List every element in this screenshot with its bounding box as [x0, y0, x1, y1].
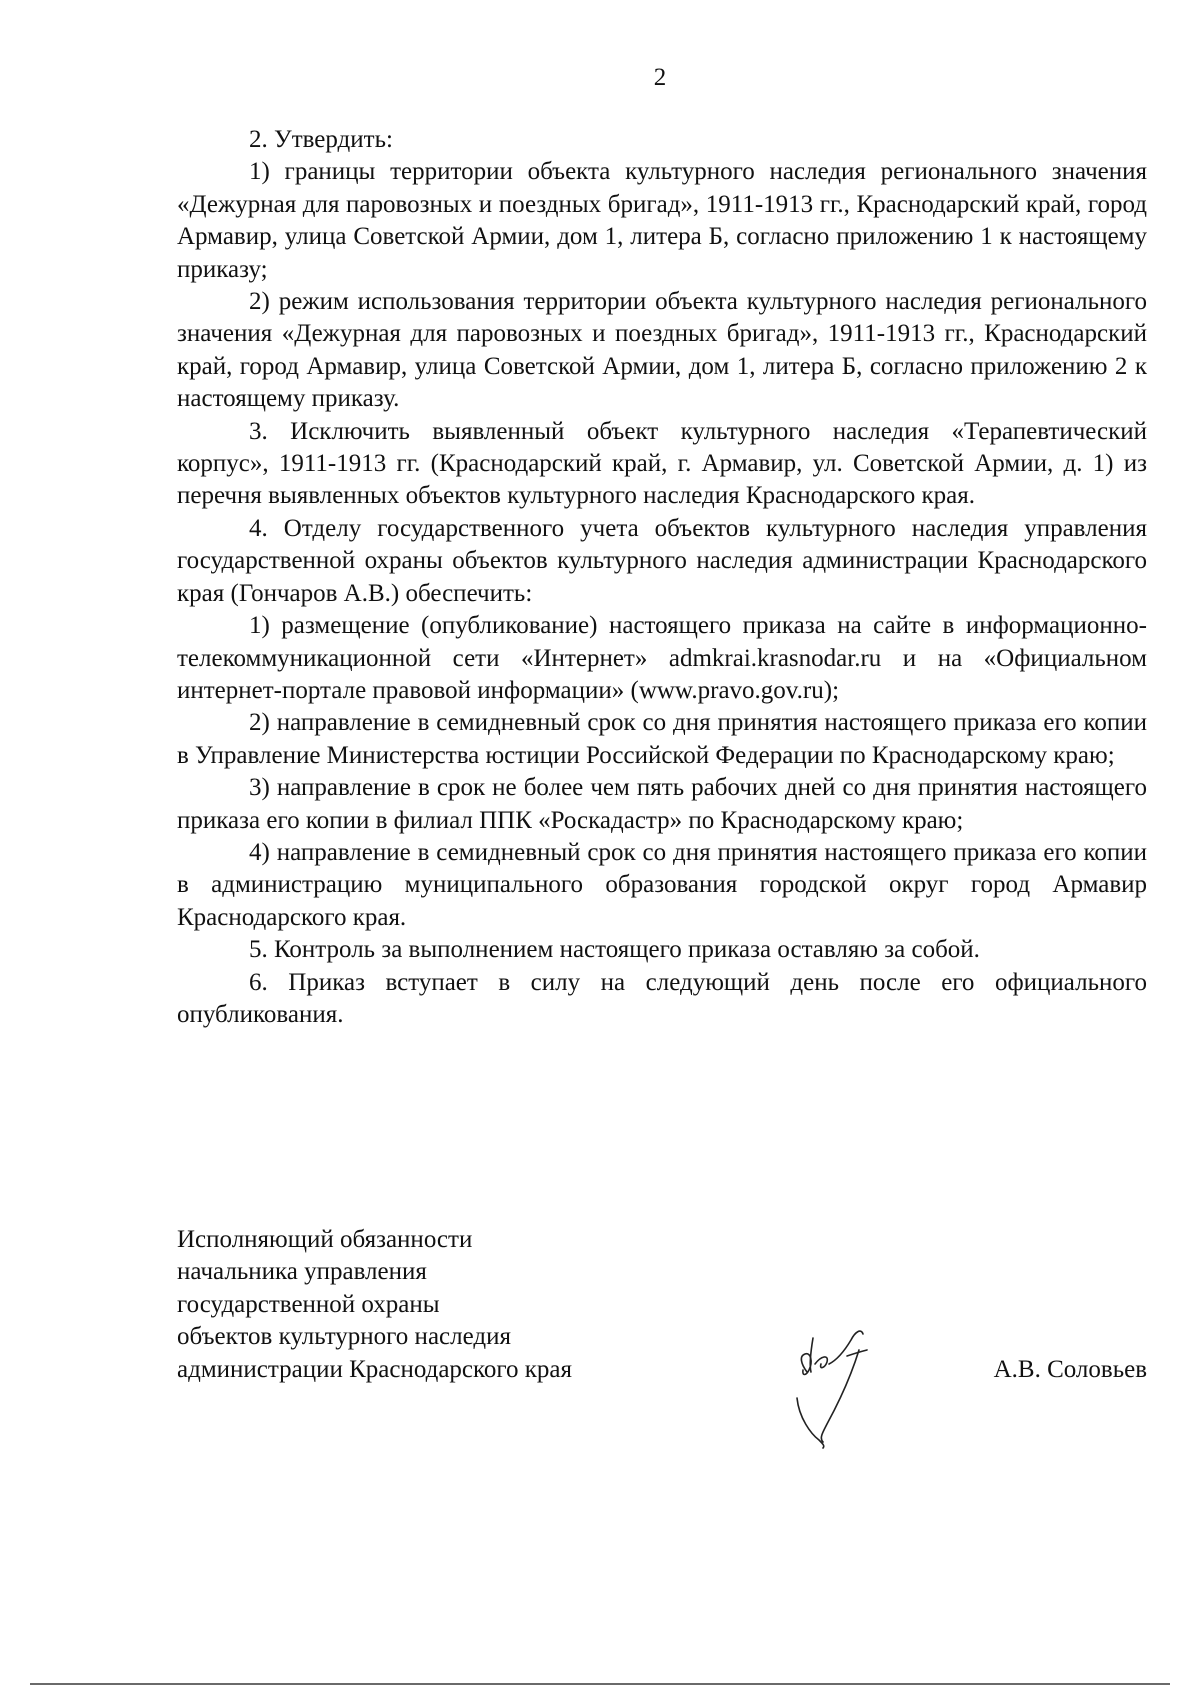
paragraph-effective: 6. Приказ вступает в силу на следующий день после его официального опубликования. [177, 968, 1147, 1028]
paragraph-approve: 2. Утвердить: [249, 126, 393, 153]
bottom-scan-rule [30, 1683, 1170, 1685]
signature-block [177, 1224, 1147, 1386]
paragraph-department-item-1: 1) размещение (опубликование) настоящего приказа на сайте в информационно-телекоммуникационной сети «Интернет» admkrai.krasnodar.ru и на «Официальном интернет-портале правовой информации» (www.pravo.gov.ru); [177, 612, 1147, 704]
signer-title-line: Исполняющий обязанности [177, 1226, 473, 1253]
document-body [177, 124, 1147, 1031]
signer-title-line: начальника управления [177, 1258, 427, 1286]
page-number: 2 [653, 64, 667, 91]
signer-name: А.В. Соловьев [993, 1355, 1147, 1383]
signer-title-line: администрации Краснодарского края [177, 1355, 573, 1383]
paragraph-control: 5. Контроль за выполнением настоящего приказа оставляю за собой. [249, 936, 980, 964]
paragraph-department-item-2: 2) направление в семидневный срок со дня принятия настоящего приказа его копии в Управление Министерства юстиции Российской Федерации по Краснодарскому краю; [177, 709, 1147, 769]
handwritten-signature [789, 1320, 909, 1460]
signer-title-line: государственной охраны [177, 1290, 440, 1318]
paragraph-department-item-3: 3) направление в срок не более чем пять рабочих дней со дня принятия настоящего приказа его копии в филиал ППК «Роскадастр» по Краснодарскому краю; [177, 774, 1147, 834]
paragraph-department-item-4: 4) направление в семидневный срок со дня принятия настоящего приказа его копии в администрацию муниципального образования городской округ город Армавир Краснодарского края. [177, 838, 1147, 931]
paragraph-approve-item-1: 1) границы территории объекта культурного наследия регионального значения «Дежурная для паровозных и поездных бригад», 1911-1913 гг., Краснодарский край, город Армавир, улица Советской Армии, дом 1, литера Б, согласно приложению 1 к настоящему приказу; [177, 158, 1147, 283]
paragraph-exclude: 3. Исключить выявленный объект культурного наследия «Терапевтический корпус», 1911-1913 гг. (Краснодарский край, г. Армавир, ул. Советской Армии, д. 1) из перечня выявленных объектов культурного наследия Краснодарского края. [177, 417, 1147, 510]
paragraph-department: 4. Отделу государственного учета объектов культурного наследия управления государственной охраны объектов культурного наследия администрации Краснодарского края (Гончаров А.В.) обеспечить: [177, 514, 1147, 607]
paragraph-approve-item-2: 2) режим использования территории объекта культурного наследия регионального значения «Дежурная для паровозных и поездных бригад», 1911-1913 гг., Краснодарский край, город Армавир, улица Советской Армии, дом 1, литера Б, согласно приложению 2 к настоящему приказу. [177, 288, 1147, 413]
signer-title-line: объектов культурного наследия [177, 1323, 511, 1351]
